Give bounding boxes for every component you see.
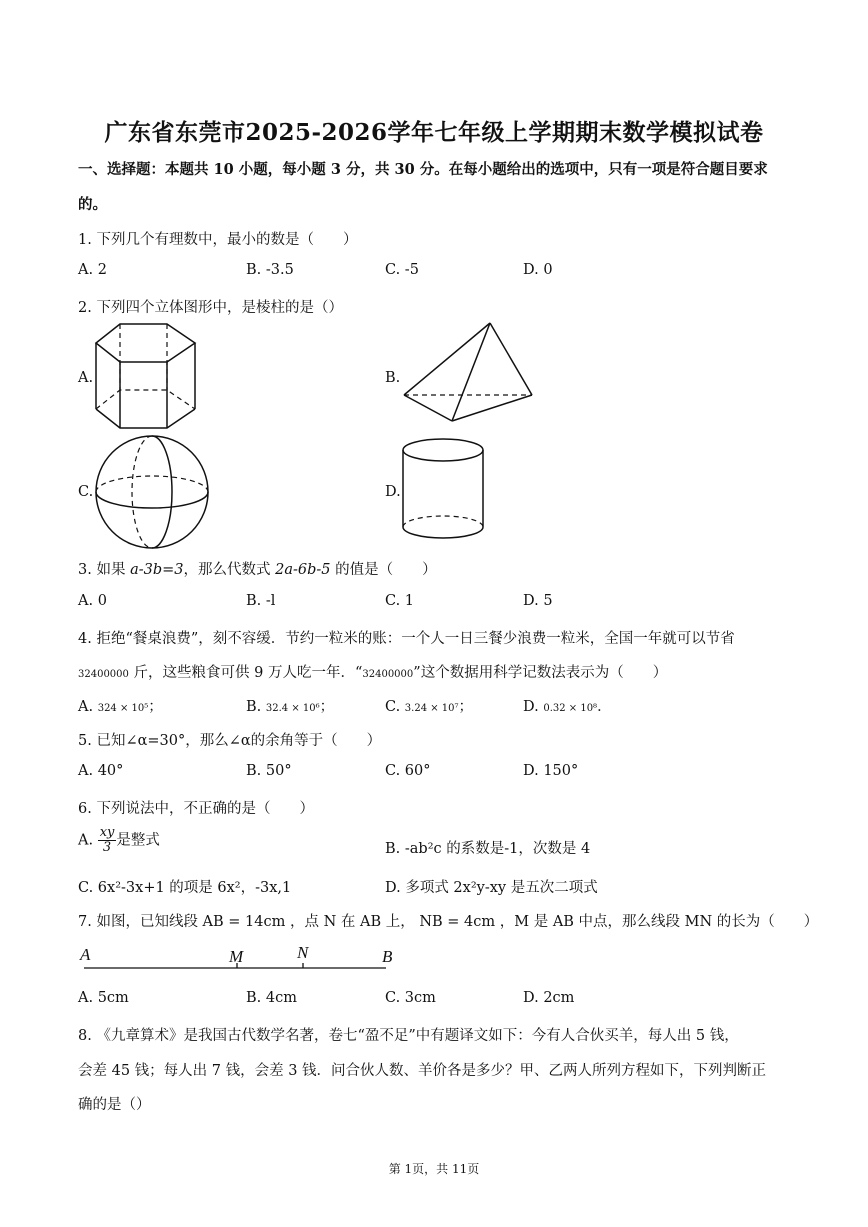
q6-fraction xyxy=(98,826,117,855)
line-segment-figure xyxy=(78,940,398,976)
q4-stem-line2 xyxy=(78,661,667,682)
q2-option-d: D. xyxy=(385,484,401,500)
q4-option-b-label: B. xyxy=(246,699,262,715)
q3-expression-2: 2a-6b-5 xyxy=(275,562,331,578)
q4-option-b xyxy=(246,695,334,716)
q3-stem xyxy=(78,558,437,579)
section-heading-cont: 的。 xyxy=(78,196,107,213)
q3-stem-post: 的值是（ ） xyxy=(330,562,437,578)
hexagonal-prism-figure xyxy=(92,320,212,432)
q4-number: 32400000 xyxy=(78,669,129,680)
q6-option-a-text: 是整式 xyxy=(116,832,160,849)
q4-option-c xyxy=(385,695,473,716)
point-b-label: B xyxy=(382,947,393,966)
q3-option-d: D. 5 xyxy=(523,593,553,609)
q4-option-b-sep: ； xyxy=(319,699,335,715)
q4-stem-post: ”这个数据用科学记数法表示为（ ） xyxy=(413,665,668,681)
q4-stem-line1: 4. 拒绝“餐桌浪费”，刻不容缓．节约一粒米的账：一个人一日三餐少浪费一粒米，全国一年就可以节省 xyxy=(78,631,735,647)
q3-option-c: C. 1 xyxy=(385,593,415,609)
q1-option-b: B. -3.5 xyxy=(246,262,294,278)
page-footer: 第 1页，共 11页 xyxy=(388,1162,480,1176)
q4-option-c-sep: ； xyxy=(458,699,474,715)
q4-option-d xyxy=(523,695,612,716)
q6-option-b: B. -ab²c 的系数是-1，次数是 4 xyxy=(385,841,591,857)
q4-option-c-label: C. xyxy=(385,699,401,715)
q7-option-b: B. 4cm xyxy=(246,990,297,1006)
q5-stem: 5. 已知∠α=30°，那么∠α的余角等于（ ） xyxy=(78,733,382,749)
q1-option-c: C. -5 xyxy=(385,262,419,278)
q4-option-a-value: 324 × 10⁵ xyxy=(97,703,149,714)
q6-option-a xyxy=(78,826,160,855)
q3-option-b: B. -l xyxy=(246,593,276,609)
q2-option-b: B. xyxy=(385,370,401,386)
q3-stem-pre: 3. 如果 xyxy=(78,562,131,578)
q3-expression: a-3b=3 xyxy=(130,562,184,578)
cylinder-figure xyxy=(400,436,490,546)
section-heading: 一、选择题：本题共 10 小题，每小题 3 分，共 30 分。在每小题给出的选项中，只有一项是符合题目要求 xyxy=(78,161,768,178)
page-title: 广东省东莞市2025-2026学年七年级上学期期末数学模拟试卷 xyxy=(104,119,764,146)
q1-option-d: D. 0 xyxy=(523,262,553,278)
q1-option-a: A. 2 xyxy=(78,262,107,278)
q5-option-a: A. 40° xyxy=(78,763,124,779)
q6-option-d: D. 多项式 2x²y-xy 是五次二项式 xyxy=(385,880,598,896)
q4-option-a-label: A. xyxy=(78,699,94,715)
q4-option-c-value: 3.24 × 10⁷ xyxy=(404,703,459,714)
q2-option-a: A. xyxy=(78,370,94,386)
q6-option-c: C. 6x²-3x+1 的项是 6x²，-3x,1 xyxy=(78,880,292,896)
point-n-label: N xyxy=(297,943,309,962)
q8-stem-line2: 会差 45 钱；每人出 7 钱，会差 3 钱．问合伙人数、羊价各是多少？甲、乙两人所列方程如下，下列判断正 xyxy=(78,1063,767,1079)
q5-option-b: B. 50° xyxy=(246,763,292,779)
q7-option-d: D. 2cm xyxy=(523,990,575,1006)
q5-option-d: D. 150° xyxy=(523,763,579,779)
sphere-figure xyxy=(92,434,212,554)
q2-stem: 2. 下列四个立体图形中，是棱柱的是（） xyxy=(78,300,343,316)
point-a-label: A xyxy=(80,945,91,964)
q4-option-b-value: 32.4 × 10⁶ xyxy=(265,703,320,714)
q4-option-d-label: D. xyxy=(523,699,539,715)
q8-stem-line1: 8. 《九章算术》是我国古代数学名著，卷七“盈不足”中有题译文如下：今有人合伙买羊，每人出 5 钱， xyxy=(78,1028,739,1044)
q4-option-a xyxy=(78,695,163,716)
q3-stem-mid: ，那么代数式 xyxy=(183,562,276,578)
q7-option-c: C. 3cm xyxy=(385,990,436,1006)
q4-option-d-sep: ． xyxy=(597,699,612,715)
q4-number-2: 32400000 xyxy=(362,669,414,680)
q1-stem: 1. 下列几个有理数中，最小的数是（ ） xyxy=(78,232,358,248)
q2-option-c: C. xyxy=(78,484,94,500)
q6-fraction-denominator: 3 xyxy=(102,840,112,855)
q8-stem-line3: 确的是（） xyxy=(78,1097,151,1113)
q7-option-a: A. 5cm xyxy=(78,990,129,1006)
q4-option-a-sep: ； xyxy=(148,699,163,715)
q6-option-a-label: A. xyxy=(78,832,94,849)
q7-stem: 7. 如图，已知线段 AB = 14cm ，点 N 在 AB 上， NB = 4cm ，M 是 AB 中点，那么线段 MN 的长为（ ） xyxy=(78,914,819,930)
q4-stem-mid: 斤，这些粮食可供 9 万人吃一年．“ xyxy=(128,665,363,681)
q5-option-c: C. 60° xyxy=(385,763,431,779)
q6-stem: 6. 下列说法中，不正确的是（ ） xyxy=(78,801,314,817)
q3-option-a: A. 0 xyxy=(78,593,107,609)
point-m-label: M xyxy=(229,947,244,966)
q4-option-d-value: 0.32 × 10⁸ xyxy=(543,703,598,714)
q6-fraction-numerator: xy xyxy=(99,825,115,840)
pyramid-figure xyxy=(402,320,537,432)
